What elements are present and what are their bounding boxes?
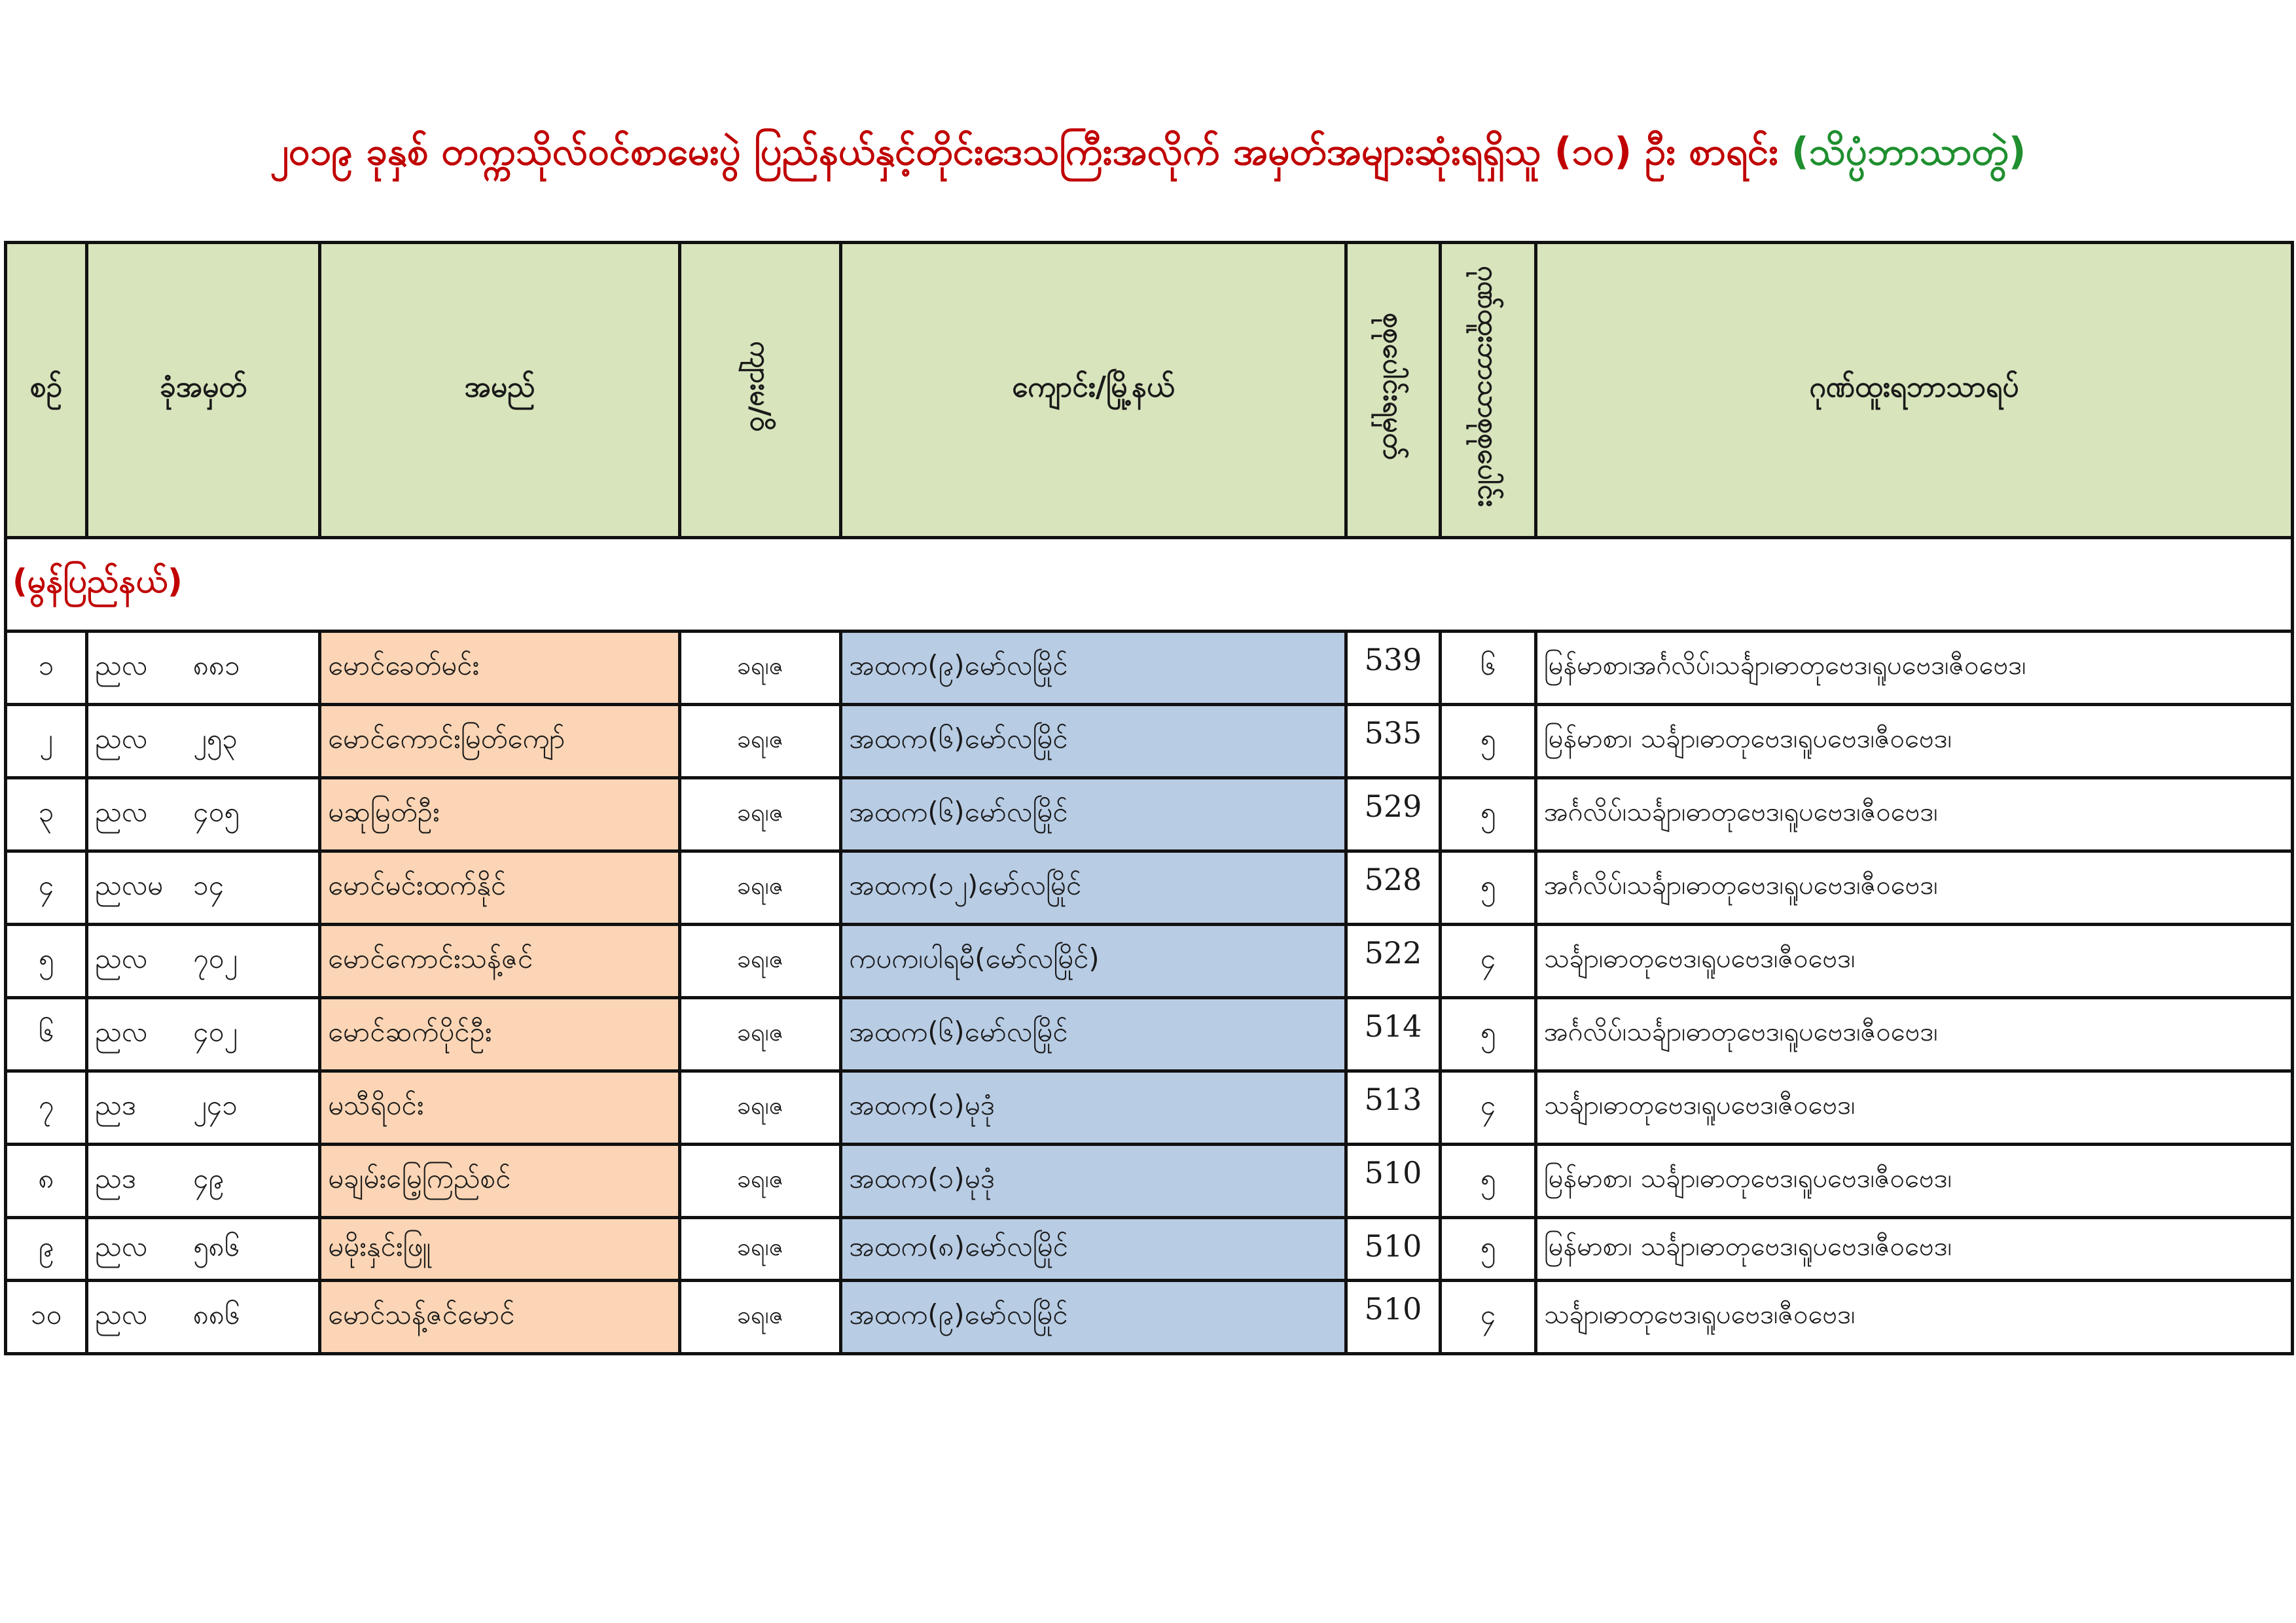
header-grade bbox=[680, 243, 841, 538]
gender-code: ခရ၊ဇ bbox=[680, 778, 841, 851]
gender-code: ခရ၊ဇ bbox=[680, 632, 841, 705]
title-stream: (သိပ္ပံဘာသာတွဲ) bbox=[1791, 129, 2026, 173]
roll-digits: ၂၄၁ bbox=[193, 1088, 238, 1121]
roll-digits: ၈၈၆ bbox=[193, 1298, 240, 1330]
distinction-subjects: အင်္ဂလိပ်၊သင်္ချာ၊ဓာတုဗေဒ၊ရူပဗေဒ၊ဇီဝဗေဒ၊ bbox=[1536, 778, 2293, 851]
school-township: အထက(၆)မော်လမြိုင် bbox=[841, 778, 1346, 851]
gender-code: ခရ၊ဇ bbox=[680, 851, 841, 925]
header-no: စဉ် bbox=[6, 243, 87, 538]
distinction-count: ၅ bbox=[1441, 998, 1536, 1071]
roll-prefix: ညလ bbox=[95, 795, 147, 828]
header-name: အမည် bbox=[320, 243, 680, 538]
roll-digits: ၄၀၂ bbox=[193, 1015, 238, 1048]
distinction-count: ၅ bbox=[1441, 778, 1536, 851]
total-marks: 522 bbox=[1346, 925, 1441, 998]
distinction-count: ၄ bbox=[1441, 1071, 1536, 1145]
distinction-subjects: သင်္ချာ၊ဓာတုဗေဒ၊ရူပဗေဒ၊ဇီဝဗေဒ၊ bbox=[1536, 1281, 2293, 1354]
gender-code: ခရ၊ဇ bbox=[680, 1071, 841, 1145]
row-number: ၁ bbox=[6, 632, 87, 705]
student-name: မောင်သန့်ဇင်မောင် bbox=[320, 1281, 680, 1354]
roll-digits: ၄၀၅ bbox=[193, 795, 240, 828]
row-number: ၁၀ bbox=[6, 1281, 87, 1354]
total-marks: 514 bbox=[1346, 998, 1441, 1071]
school-township: အထက(၁၂)မော်လမြိုင် bbox=[841, 851, 1346, 925]
student-name: မောင်ခေတ်မင်း bbox=[320, 632, 680, 705]
roll-prefix: ညလ bbox=[95, 722, 147, 755]
school-township: အထက(၆)မော်လမြိုင် bbox=[841, 705, 1346, 778]
gender-code: ခရ၊ဇ bbox=[680, 1281, 841, 1354]
roll-digits: ၁၄ bbox=[193, 868, 224, 901]
header-total-label: စုစုပေါင်းရမှတ် bbox=[1377, 313, 1410, 460]
roll-number bbox=[87, 1218, 320, 1281]
student-name: မမိုးနှင်းဖြူ bbox=[320, 1218, 680, 1281]
roll-number bbox=[87, 925, 320, 998]
roll-digits: ၇၀၂ bbox=[193, 942, 238, 974]
distinction-count: ၅ bbox=[1441, 705, 1536, 778]
gender-code: ခရ၊ဇ bbox=[680, 925, 841, 998]
roll-prefix: ညလ bbox=[95, 649, 147, 681]
student-name: မဆုမြတ်ဦး bbox=[320, 778, 680, 851]
roll-prefix: ညဒ bbox=[95, 1088, 136, 1121]
total-marks: 513 bbox=[1346, 1071, 1441, 1145]
section-row bbox=[6, 538, 2293, 632]
distinction-subjects: မြန်မာစာ၊အင်္ဂလိပ်၊သင်္ချာ၊ဓာတုဗေဒ၊ရူပဗေဒ၊ဇီဝဗေဒ၊ bbox=[1536, 632, 2293, 705]
roll-prefix: ညလမ bbox=[95, 868, 163, 901]
row-number: ၈ bbox=[6, 1145, 87, 1218]
table-row bbox=[6, 925, 2293, 998]
roll-number bbox=[87, 705, 320, 778]
table-row bbox=[6, 1218, 2293, 1281]
header-grade-label: ကျားမ/ဝိ bbox=[744, 341, 777, 432]
gender-code: ခရ၊ဇ bbox=[680, 998, 841, 1071]
total-marks: 510 bbox=[1346, 1218, 1441, 1281]
header-distinctions bbox=[1441, 243, 1536, 538]
results-table bbox=[4, 241, 2294, 1355]
roll-prefix: ညဒ bbox=[95, 1162, 136, 1194]
table-row bbox=[6, 1281, 2293, 1354]
gender-code: ခရ၊ဇ bbox=[680, 705, 841, 778]
total-marks: 510 bbox=[1346, 1281, 1441, 1354]
header-total bbox=[1346, 243, 1441, 538]
table-row bbox=[6, 778, 2293, 851]
student-name: မောင်ကောင်းမြတ်ကျော် bbox=[320, 705, 680, 778]
roll-prefix: ညလ bbox=[95, 1230, 147, 1262]
gender-code: ခရ၊ဇ bbox=[680, 1145, 841, 1218]
roll-digits: ၈၈၁ bbox=[193, 649, 240, 681]
header-distinctions-label: ဂုဏ်ထူးဘာသာစုစုပေါင်း bbox=[1472, 266, 1505, 507]
student-name: မသီရိဝင်း bbox=[320, 1071, 680, 1145]
roll-number bbox=[87, 998, 320, 1071]
header-row bbox=[6, 243, 2293, 538]
roll-number bbox=[87, 1281, 320, 1354]
roll-number bbox=[87, 1071, 320, 1145]
roll-number bbox=[87, 851, 320, 925]
roll-number bbox=[87, 778, 320, 851]
table-row bbox=[6, 632, 2293, 705]
total-marks: 528 bbox=[1346, 851, 1441, 925]
header-roll: ခုံအမှတ် bbox=[87, 243, 320, 538]
school-township: အထက(၁)မုဒုံ bbox=[841, 1145, 1346, 1218]
student-name: မောင်ဆက်ပိုင်ဦး bbox=[320, 998, 680, 1071]
table-row bbox=[6, 1071, 2293, 1145]
row-number: ၇ bbox=[6, 1071, 87, 1145]
school-township: အထက(၉)မော်လမြိုင် bbox=[841, 632, 1346, 705]
table-row bbox=[6, 705, 2293, 778]
distinction-count: ၆ bbox=[1441, 632, 1536, 705]
table-row bbox=[6, 851, 2293, 925]
distinction-subjects: သင်္ချာ၊ဓာတုဗေဒ၊ရူပဗေဒ၊ဇီဝဗေဒ၊ bbox=[1536, 925, 2293, 998]
roll-digits: ၅၈၆ bbox=[193, 1230, 240, 1262]
distinction-count: ၄ bbox=[1441, 1281, 1536, 1354]
table-row bbox=[6, 1145, 2293, 1218]
row-number: ၃ bbox=[6, 778, 87, 851]
roll-number bbox=[87, 1145, 320, 1218]
distinction-count: ၅ bbox=[1441, 1145, 1536, 1218]
distinction-subjects: သင်္ချာ၊ဓာတုဗေဒ၊ရူပဗေဒ၊ဇီဝဗေဒ၊ bbox=[1536, 1071, 2293, 1145]
distinction-subjects: မြန်မာစာ၊ သင်္ချာ၊ဓာတုဗေဒ၊ရူပဗေဒ၊ဇီဝဗေဒ၊ bbox=[1536, 1145, 2293, 1218]
roll-digits: ၄၉ bbox=[193, 1162, 224, 1194]
total-marks: 539 bbox=[1346, 632, 1441, 705]
section-label: (မွန်ပြည်နယ်) bbox=[6, 538, 2293, 632]
school-township: အထက(၁)မုဒုံ bbox=[841, 1071, 1346, 1145]
distinction-count: ၅ bbox=[1441, 851, 1536, 925]
table-row bbox=[6, 998, 2293, 1071]
row-number: ၉ bbox=[6, 1218, 87, 1281]
distinction-count: ၅ bbox=[1441, 1218, 1536, 1281]
school-township: ကပက၊ပါရမီ(မော်လမြိုင်) bbox=[841, 925, 1346, 998]
header-school: ကျောင်း/မြို့နယ် bbox=[841, 243, 1346, 538]
distinction-subjects: မြန်မာစာ၊ သင်္ချာ၊ဓာတုဗေဒ၊ရူပဗေဒ၊ဇီဝဗေဒ၊ bbox=[1536, 705, 2293, 778]
distinction-count: ၄ bbox=[1441, 925, 1536, 998]
page-title bbox=[0, 128, 2296, 183]
roll-prefix: ညလ bbox=[95, 1298, 147, 1330]
gender-code: ခရ၊ဇ bbox=[680, 1218, 841, 1281]
roll-digits: ၂၅၃ bbox=[193, 722, 238, 755]
header-subjects: ဂုဏ်ထူးရဘာသာရပ် bbox=[1536, 243, 2293, 538]
total-marks: 510 bbox=[1346, 1145, 1441, 1218]
school-township: အထက(၉)မော်လမြိုင် bbox=[841, 1281, 1346, 1354]
student-name: မောင်ကောင်းသန့်ဇင် bbox=[320, 925, 680, 998]
student-name: မောင်မင်းထက်နိုင် bbox=[320, 851, 680, 925]
student-name: မချမ်းမြေ့ကြည်စင် bbox=[320, 1145, 680, 1218]
distinction-subjects: အင်္ဂလိပ်၊သင်္ချာ၊ဓာတုဗေဒ၊ရူပဗေဒ၊ဇီဝဗေဒ၊ bbox=[1536, 851, 2293, 925]
total-marks: 529 bbox=[1346, 778, 1441, 851]
roll-prefix: ညလ bbox=[95, 1015, 147, 1048]
roll-prefix: ညလ bbox=[95, 942, 147, 974]
total-marks: 535 bbox=[1346, 705, 1441, 778]
row-number: ၂ bbox=[6, 705, 87, 778]
row-number: ၄ bbox=[6, 851, 87, 925]
roll-number bbox=[87, 632, 320, 705]
school-township: အထက(၆)မော်လမြိုင် bbox=[841, 998, 1346, 1071]
distinction-subjects: အင်္ဂလိပ်၊သင်္ချာ၊ဓာတုဗေဒ၊ရူပဗေဒ၊ဇီဝဗေဒ၊ bbox=[1536, 998, 2293, 1071]
school-township: အထက(၈)မော်လမြိုင် bbox=[841, 1218, 1346, 1281]
distinction-subjects: မြန်မာစာ၊ သင်္ချာ၊ဓာတုဗေဒ၊ရူပဗေဒ၊ဇီဝဗေဒ၊ bbox=[1536, 1218, 2293, 1281]
title-main: ၂၀၁၉ ခုနှစ် တက္ကသိုလ်ဝင်စာမေးပွဲ ပြည်နယ်နှင့်တိုင်းဒေသကြီးအလိုက် အမှတ်အများဆုံးရရှိသူ (၁၀) ဦး စာရင်း bbox=[270, 129, 1778, 173]
row-number: ၆ bbox=[6, 998, 87, 1071]
row-number: ၅ bbox=[6, 925, 87, 998]
